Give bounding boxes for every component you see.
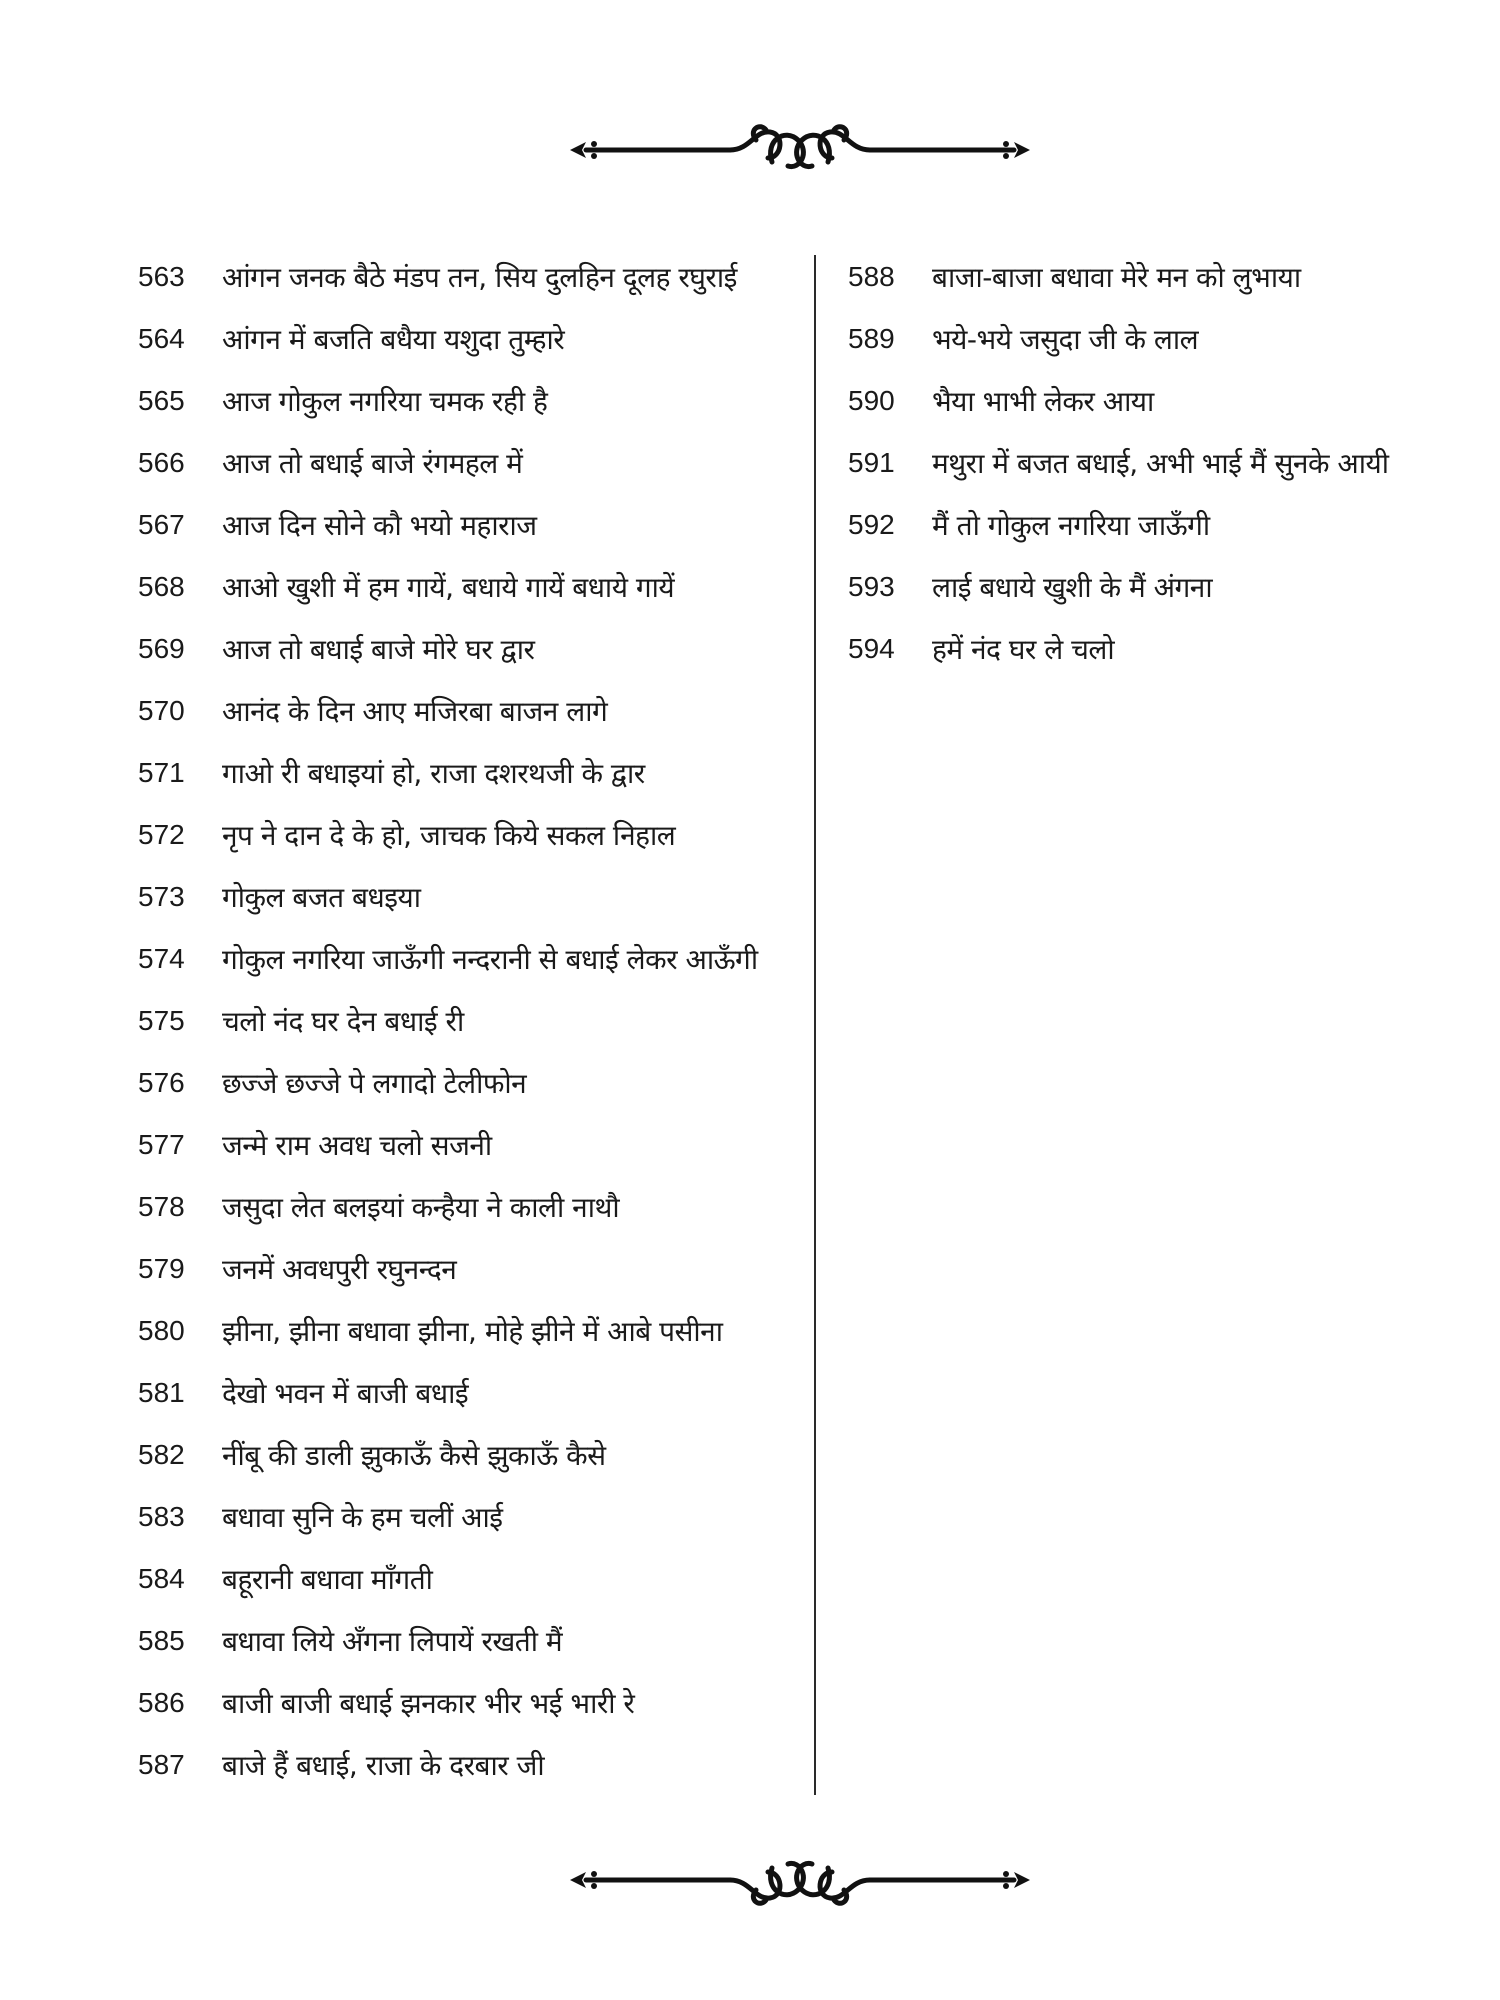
list-item — [138, 1610, 798, 1672]
entry-title: चलो नंद घर देन बधाई री — [222, 1005, 464, 1038]
list-item — [138, 246, 798, 308]
entry-title: आंगन जनक बैठे मंडप तन, सिय दुलहिन दूलह रघुराई — [222, 261, 737, 294]
entry-title: आंगन में बजति बधैया यशुदा तुम्हारे — [222, 323, 565, 356]
entry-number: 588 — [848, 261, 895, 292]
entry-title: जन्मे राम अवध चलो सजनी — [222, 1129, 492, 1162]
entry-number: 586 — [138, 1687, 185, 1718]
entry-title: भये-भये जसुदा जी के लाल — [932, 323, 1199, 356]
entry-title: हमें नंद घर ले चलो — [932, 633, 1115, 666]
list-item — [138, 1548, 798, 1610]
entry-title: आनंद के दिन आए मजिरबा बाजन लागे — [222, 695, 608, 728]
list-item — [138, 1734, 798, 1796]
entry-title: नींबू की डाली झुकाऊँ कैसे झुकाऊँ कैसे — [222, 1439, 606, 1472]
entry-number: 573 — [138, 881, 185, 912]
entry-number: 567 — [138, 509, 185, 540]
list-item — [138, 866, 798, 928]
list-item — [138, 804, 798, 866]
entry-number: 571 — [138, 757, 185, 788]
entry-number: 593 — [848, 571, 895, 602]
entry-title: लाई बधाये खुशी के मैं अंगना — [932, 571, 1213, 604]
list-item — [138, 494, 798, 556]
entry-number: 580 — [138, 1315, 185, 1346]
entry-title: मैं तो गोकुल नगरिया जाऊँगी — [932, 509, 1210, 542]
entry-title: गोकुल नगरिया जाऊँगी नन्दरानी से बधाई लेकर आऊँगी — [222, 943, 758, 976]
entry-number: 589 — [848, 323, 895, 354]
entry-number: 584 — [138, 1563, 185, 1594]
list-item — [138, 618, 798, 680]
list-item — [138, 1362, 798, 1424]
list-item — [138, 928, 798, 990]
entry-number: 590 — [848, 385, 895, 416]
entry-number: 579 — [138, 1253, 185, 1284]
entry-title: भैया भाभी लेकर आया — [932, 385, 1154, 418]
list-item — [138, 1672, 798, 1734]
entry-title: जनमें अवधपुरी रघुनन्दन — [222, 1253, 457, 1286]
list-item — [138, 1176, 798, 1238]
entry-number: 575 — [138, 1005, 185, 1036]
entry-number: 569 — [138, 633, 185, 664]
entry-number: 591 — [848, 447, 895, 478]
entry-title: मथुरा में बजत बधाई, अभी भाई मैं सुनके आयी — [932, 447, 1389, 480]
list-item — [138, 742, 798, 804]
entry-number: 581 — [138, 1377, 185, 1408]
entry-title: देखो भवन में बाजी बधाई — [222, 1377, 469, 1410]
list-item — [138, 990, 798, 1052]
entry-number: 587 — [138, 1749, 185, 1780]
list-item — [138, 370, 798, 432]
entry-number: 592 — [848, 509, 895, 540]
entry-title: बधावा सुनि के हम चलीं आई — [222, 1501, 503, 1534]
entry-number: 563 — [138, 261, 185, 292]
list-item — [138, 1300, 798, 1362]
entry-number: 572 — [138, 819, 185, 850]
entry-number: 582 — [138, 1439, 185, 1470]
entry-list-left — [138, 246, 798, 1796]
entry-number: 577 — [138, 1129, 185, 1160]
list-item — [848, 370, 1408, 432]
entry-title: झीना, झीना बधावा झीना, मोहे झीने में आबे पसीना — [222, 1315, 723, 1348]
scroll-flourish-icon — [560, 110, 1040, 190]
entry-number: 565 — [138, 385, 185, 416]
entry-number: 585 — [138, 1625, 185, 1656]
list-item — [138, 680, 798, 742]
entry-title: आज तो बधाई बाजे रंगमहल में — [222, 447, 523, 480]
list-item — [848, 618, 1408, 680]
list-item — [138, 1238, 798, 1300]
entry-title: गोकुल बजत बधइया — [222, 881, 421, 914]
list-item — [848, 494, 1408, 556]
entry-title: आओ खुशी में हम गायें, बधाये गायें बधाये गायें — [222, 571, 675, 604]
list-item — [848, 432, 1408, 494]
entry-title: आज तो बधाई बाजे मोरे घर द्वार — [222, 633, 535, 666]
entry-number: 564 — [138, 323, 185, 354]
entry-title: छज्जे छज्जे पे लगादो टेलीफोन — [222, 1067, 527, 1100]
list-item — [138, 308, 798, 370]
scroll-flourish-icon — [560, 1840, 1040, 1920]
entry-list-right — [848, 246, 1408, 680]
entry-title: जसुदा लेत बलइयां कन्हैया ने काली नाथौ — [222, 1191, 620, 1224]
list-item — [138, 432, 798, 494]
entry-title: बाजे हैं बधाई, राजा के दरबार जी — [222, 1749, 545, 1782]
entry-title: आज दिन सोने कौ भयो महाराज — [222, 509, 537, 542]
list-item — [848, 308, 1408, 370]
entry-number: 570 — [138, 695, 185, 726]
list-item — [138, 1052, 798, 1114]
list-item — [848, 246, 1408, 308]
list-item — [138, 1486, 798, 1548]
entry-number: 594 — [848, 633, 895, 664]
entry-title: आज गोकुल नगरिया चमक रही है — [222, 385, 548, 418]
entry-title: बहूरानी बधावा माँगती — [222, 1563, 433, 1596]
entry-number: 568 — [138, 571, 185, 602]
list-item — [848, 556, 1408, 618]
entry-number: 566 — [138, 447, 185, 478]
entry-title: बधावा लिये अँगना लिपायें रखती मैं — [222, 1625, 563, 1658]
entry-number: 576 — [138, 1067, 185, 1098]
entry-title: गाओ री बधाइयां हो, राजा दशरथजी के द्वार — [222, 757, 645, 790]
list-item — [138, 1114, 798, 1176]
entry-number: 583 — [138, 1501, 185, 1532]
entry-title: नृप ने दान दे के हो, जाचक किये सकल निहाल — [222, 819, 676, 852]
entry-number: 578 — [138, 1191, 185, 1222]
entry-title: बाजा-बाजा बधावा मेरे मन को लुभाया — [932, 261, 1301, 294]
column-divider — [814, 255, 816, 1795]
list-item — [138, 556, 798, 618]
entry-title: बाजी बाजी बधाई झनकार भीर भई भारी रे — [222, 1687, 635, 1720]
list-item — [138, 1424, 798, 1486]
entry-number: 574 — [138, 943, 185, 974]
